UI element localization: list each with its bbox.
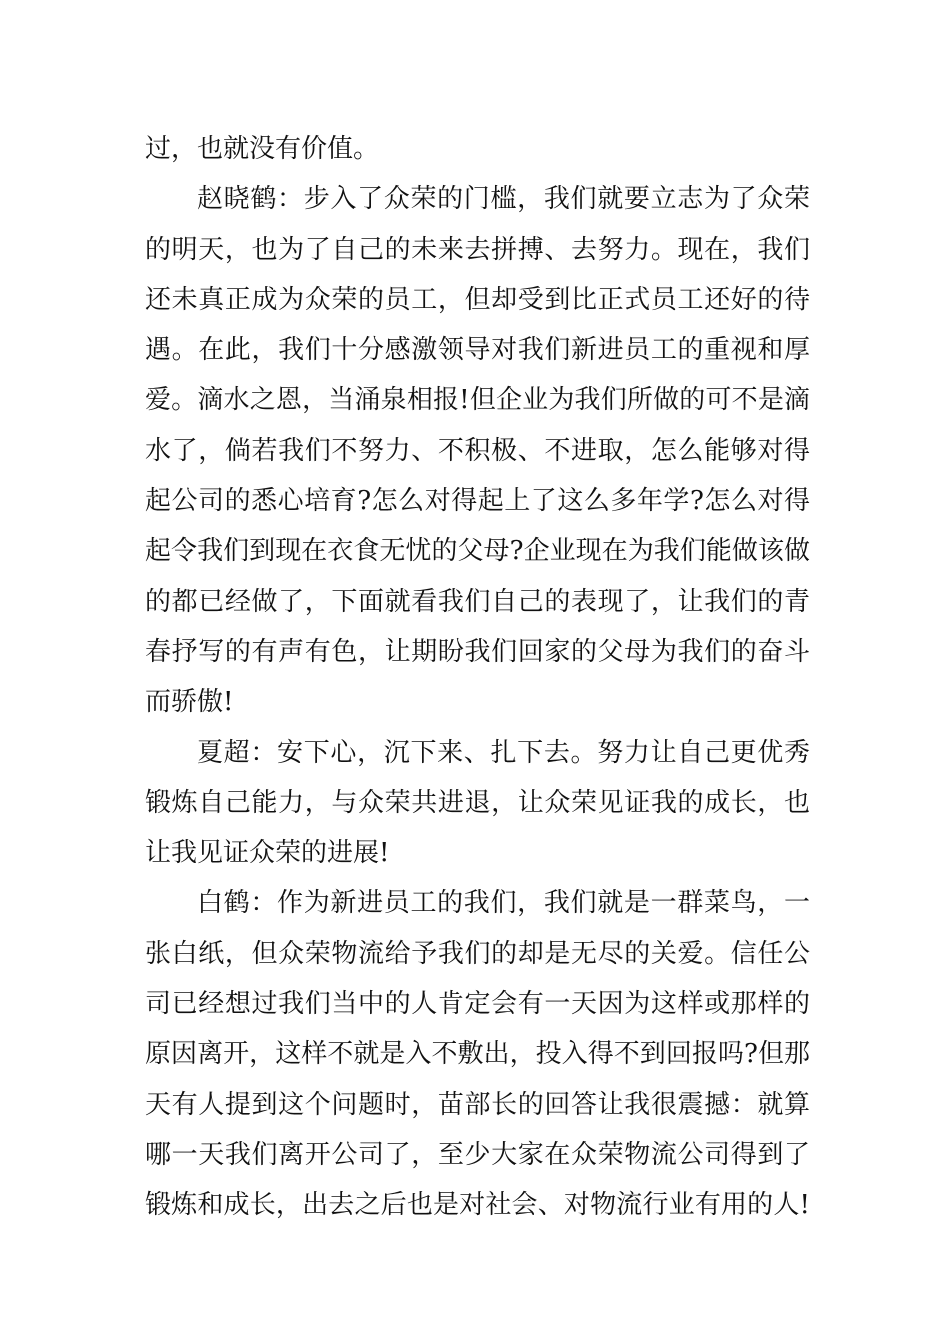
text-line: 的都已经做了，下面就看我们自己的表现了，让我们的青	[145, 586, 810, 617]
text-line: 春抒写的有声有色，让期盼我们回家的父母为我们的奋斗	[145, 636, 810, 667]
text-line: 锻炼和成长，出去之后也是对社会、对物流行业有用的人!	[145, 1190, 810, 1221]
text-line: 水了，倘若我们不努力、不积极、不进取，怎么能够对得	[145, 435, 810, 466]
text-line: 过，也就没有价值。	[145, 134, 380, 164]
text-line: 原因离开，这样不就是入不敷出，投入得不到回报吗?但那	[145, 1039, 810, 1070]
text-line: 哪一天我们离开公司了，至少大家在众荣物流公司得到了	[145, 1139, 810, 1170]
text-line: 遇。在此，我们十分感激领导对我们新进员工的重视和厚	[145, 335, 810, 366]
text-line: 夏超：安下心，沉下来、扎下去。努力让自己更优秀	[197, 737, 810, 768]
text-line: 起令我们到现在衣食无忧的父母?企业现在为我们能做该做	[145, 536, 810, 567]
text-line: 而骄傲!	[145, 687, 234, 718]
text-line: 司已经想过我们当中的人肯定会有一天因为这样或那样的	[145, 989, 810, 1020]
document-body	[145, 124, 810, 1231]
text-line: 赵晓鹤：步入了众荣的门槛，我们就要立志为了众荣	[197, 184, 810, 215]
text-line: 锻炼自己能力，与众荣共进退，让众荣见证我的成长，也	[145, 787, 810, 818]
text-line: 让我见证众荣的进展!	[145, 838, 390, 869]
text-line: 起公司的悉心培育?怎么对得起上了这么多年学?怎么对得	[145, 486, 810, 517]
text-line: 白鹤：作为新进员工的我们，我们就是一群菜鸟，一	[197, 888, 810, 919]
text-line: 还未真正成为众荣的员工，但却受到比正式员工还好的待	[145, 284, 810, 315]
text-line: 爱。滴水之恩，当涌泉相报!但企业为我们所做的可不是滴	[145, 385, 810, 416]
text-line: 天有人提到这个问题时，苗部长的回答让我很震撼：就算	[145, 1089, 810, 1120]
text-line: 的明天，也为了自己的未来去拼搏、去努力。现在，我们	[145, 234, 810, 265]
text-line: 张白纸，但众荣物流给予我们的却是无尽的关爱。信任公	[145, 938, 810, 969]
